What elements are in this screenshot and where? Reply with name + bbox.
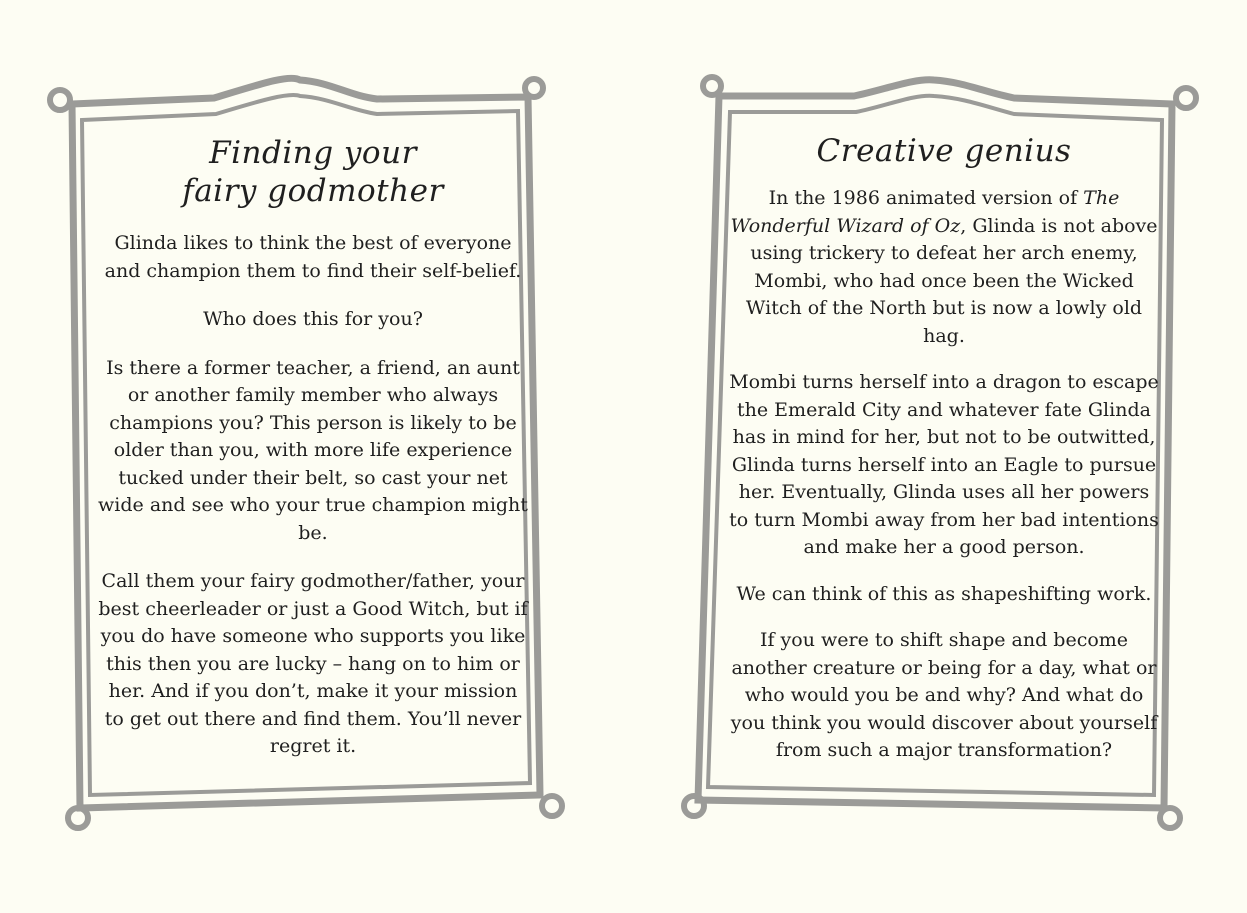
right-curl-bottom-right [1160,808,1180,828]
left-paragraph-3: Is there a former teacher, a friend, an aunt or another family member who always champions you? This person is likely to be older than you, with more life experience tucked under their belt, so cast your net wide and see who your true champion might be. [98,356,528,544]
right-curl-bottom-left [684,796,704,816]
right-paragraph-2: Mombi turns herself into a dragon to escape the Emerald City and whatever fate Glinda has in mind for her, but not to be outwitted, Glinda turns herself into an Eagle to pursue her. Eventually, Glinda uses all her powers to turn Mombi away from her bad intentions and make her a good person. [729,371,1159,558]
left-curl-top-right [525,79,543,97]
right-curl-top-left [703,77,721,95]
left-title-line-1: Finding your [209,135,417,171]
right-curl-top-right [1176,88,1196,108]
right-content [729,132,1159,784]
left-page-title [98,134,528,210]
right-paragraph-1-after: , Glinda is not above using trickery to defeat her arch enemy, Mombi, who had once been the Wicked Witch of the North but is now a lowly old hag. [745,214,1158,347]
right-paragraph-1 [729,185,1159,350]
right-paragraph-3: We can think of this as shapeshifting work. [736,582,1152,605]
book-title-wonderful-wizard: The Wonderful Wizard of Oz [730,187,1120,237]
right-page-title: Creative genius [816,133,1072,169]
left-paragraph-1: Glinda likes to think the best of everyone and champion them to find their self-belief. [104,232,522,282]
left-curl-bottom-right [542,796,562,816]
left-title-line-2: fairy godmother [182,173,444,209]
right-paragraph-4: If you were to shift shape and become another creature or being for a day, what or who would you be and why? And what do you think you would discover about yourself from such a major transformation? [730,629,1158,761]
left-paragraph-2: Who does this for you? [203,308,423,330]
left-content [98,134,528,782]
left-paragraph-4: Call them your fairy godmother/father, your best cheerleader or just a Good Witch, but if you do have someone who supports you like this then you are lucky – hang on to him or her. And if you don’t, make it your mission to get out there and find them. You’ll never regret it. [98,570,528,757]
right-page [624,0,1247,913]
right-paragraph-1-before: In the 1986 animated version of [768,187,1084,209]
left-curl-bottom-left [68,808,88,828]
left-curl-top-left [50,90,70,110]
